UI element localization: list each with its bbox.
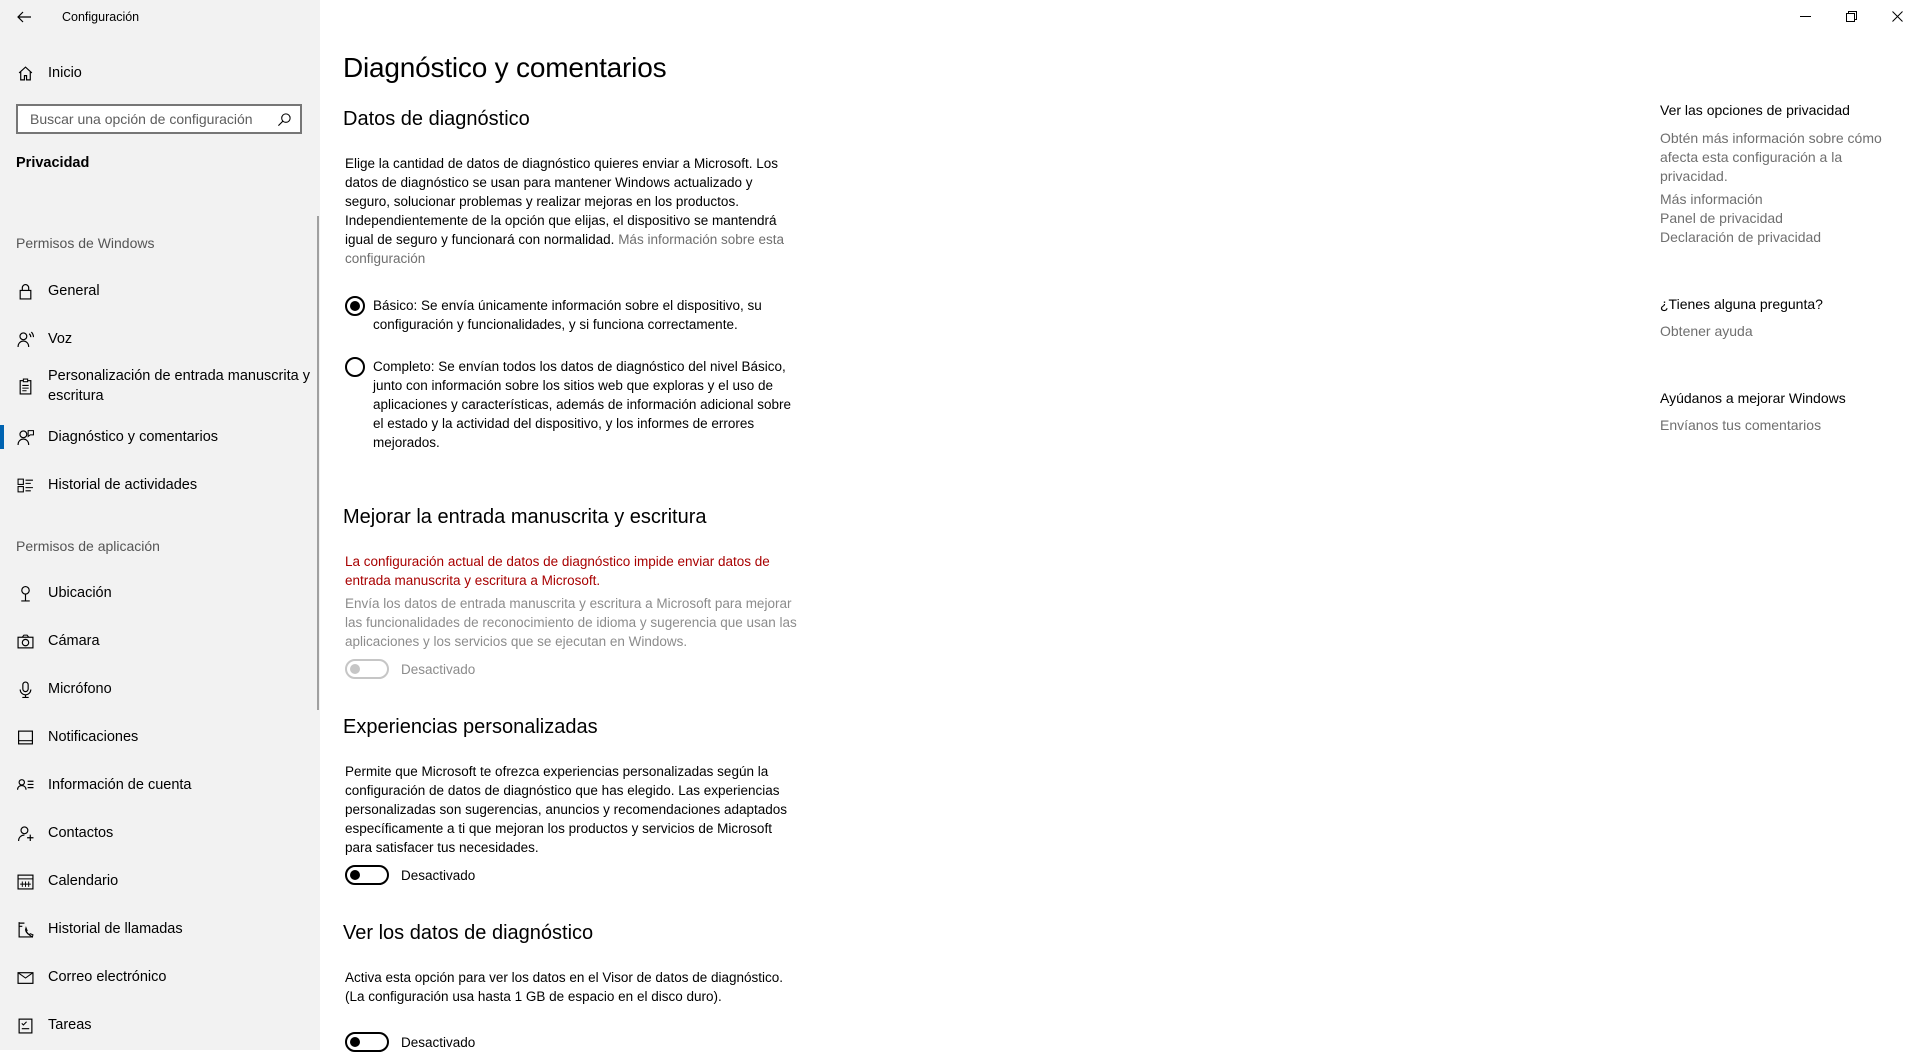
sidebar-item-label: Tareas — [48, 1017, 92, 1033]
get-help-link[interactable]: Obtener ayuda — [1660, 323, 1753, 339]
section-heading-viewer: Ver los datos de diagnóstico — [343, 922, 594, 944]
sidebar-item-label: Historial de actividades — [48, 477, 198, 493]
section-heading-diagnostic: Datos de diagnóstico — [343, 108, 530, 130]
close-icon — [1892, 11, 1903, 22]
sidebar-scrollbar[interactable] — [317, 216, 319, 710]
viewer-toggle[interactable] — [345, 1032, 389, 1052]
sidebar-item-historial-llamadas[interactable] — [0, 916, 318, 942]
location-icon — [0, 585, 48, 602]
email-icon — [0, 969, 48, 986]
diagnostic-description — [345, 154, 801, 268]
account-info-icon — [0, 777, 48, 794]
tasks-icon — [0, 1017, 48, 1034]
restore-button[interactable] — [1828, 0, 1874, 32]
nav-home-label: Inicio — [48, 65, 82, 81]
sidebar-item-label: Historial de llamadas — [48, 921, 183, 937]
sidebar-item-label: Correo electrónico — [48, 969, 167, 985]
send-feedback-link[interactable]: Envíanos tus comentarios — [1660, 417, 1822, 433]
close-button[interactable] — [1874, 0, 1920, 32]
radio-basic-label: Básico: Se envía únicamente información sobre el dispositivo, su configuración y funcionalidades, y si funciona correctamente. — [373, 298, 762, 332]
viewer-description: Activa esta opción para ver los datos en el Visor de datos de diagnóstico. (La configuración usa hasta 1 GB de espacio en el disco duro). — [345, 970, 784, 1004]
radio-basic[interactable] — [345, 296, 815, 334]
sidebar-item-correo[interactable] — [0, 964, 318, 990]
viewer-toggle-row — [345, 1032, 475, 1052]
group-label-apps: Permisos de aplicación — [16, 538, 160, 554]
inking-toggle-row — [345, 659, 475, 679]
sidebar-item-label: Calendario — [48, 873, 119, 889]
search-input[interactable] — [28, 110, 277, 128]
radio-basic-indicator[interactable] — [345, 296, 365, 316]
sidebar-item-voz[interactable] — [0, 326, 318, 352]
contacts-icon — [0, 825, 48, 842]
sidebar-item-label: Voz — [48, 331, 73, 347]
app-title: Configuración — [62, 10, 140, 24]
tailored-toggle[interactable] — [345, 865, 389, 885]
call-history-icon — [0, 921, 48, 938]
sidebar-item-label: Información de cuenta — [48, 777, 192, 793]
person-feedback-icon — [0, 429, 48, 446]
speech-icon — [0, 331, 48, 348]
calendar-icon — [0, 873, 48, 890]
restore-icon — [1846, 11, 1857, 22]
activity-history-icon — [0, 477, 48, 494]
clipboard-icon — [0, 378, 48, 395]
notifications-icon — [0, 729, 48, 746]
tailored-toggle-label: Desactivado — [401, 867, 476, 883]
privacy-dashboard-link[interactable]: Panel de privacidad — [1660, 210, 1783, 226]
inking-description: Envía los datos de entrada manuscrita y escritura a Microsoft para mejorar las funcionalidades de reconocimiento de idioma y sugerencia que usan las aplicaciones y los servicios que se ejecutan en Windows. — [345, 596, 797, 649]
sidebar-item-historial-actividades[interactable] — [0, 472, 318, 498]
sidebar-item-informacion-cuenta[interactable] — [0, 772, 318, 798]
sidebar-item-contactos[interactable] — [0, 820, 318, 846]
sidebar-item-microfono[interactable] — [0, 676, 318, 702]
viewer-toggle-label: Desactivado — [401, 1034, 476, 1050]
sidebar-item-notificaciones[interactable] — [0, 724, 318, 750]
minimize-icon — [1800, 11, 1811, 22]
sidebar-item-label: Diagnóstico y comentarios — [48, 429, 219, 445]
sidebar-item-label: Micrófono — [48, 681, 112, 697]
page-title: Diagnóstico y comentarios — [343, 52, 667, 83]
main-content — [343, 0, 1623, 1050]
search-icon — [277, 112, 292, 127]
toggle-knob — [350, 664, 360, 674]
search-box[interactable] — [16, 104, 302, 134]
more-info-link[interactable]: Más información sobre esta configuración — [345, 232, 785, 266]
sidebar-item-camara[interactable] — [0, 628, 318, 654]
privacy-options-heading: Ver las opciones de privacidad — [1660, 102, 1850, 118]
microphone-icon — [0, 681, 48, 698]
sidebar-item-label: General — [48, 283, 100, 299]
radio-full[interactable] — [345, 357, 815, 452]
sidebar-item-label: Personalización de entrada manuscrita y escritura — [48, 368, 310, 404]
tailored-description: Permite que Microsoft te ofrezca experiencias personalizadas según la configuración de datos de diagnóstico que has elegido. Las experiencias personalizadas son sugerencias, anuncios y recomendaciones adaptados específicamente a ti que mejoran los productos y servicios de Microsoft para satisfacer tus necesidades. — [345, 764, 788, 855]
sidebar-item-calendario[interactable] — [0, 868, 318, 894]
group-label-windows: Permisos de Windows — [16, 235, 155, 251]
camera-icon — [0, 633, 48, 650]
section-heading-tailored: Experiencias personalizadas — [343, 716, 598, 738]
privacy-options-text: Obtén más información sobre cómo afecta esta configuración a la privacidad. — [1660, 130, 1882, 184]
sidebar-item-label: Contactos — [48, 825, 114, 841]
more-info-related-link[interactable]: Más información — [1660, 191, 1763, 207]
minimize-button[interactable] — [1782, 0, 1828, 32]
section-title: Privacidad — [16, 155, 90, 171]
title-bar — [0, 0, 320, 34]
diagnostic-description-text: Elige la cantidad de datos de diagnóstico quieres enviar a Microsoft. Los datos de diagnóstico se usan para mantener Windows actualizado y seguro, solucionar problemas y realizar mejoras en los productos. Independientemente de la opción que elijas, el dispositivo se mantendrá igual de seguro y funcionará con normalidad. — [345, 156, 779, 247]
inking-warning: La configuración actual de datos de diagnóstico impide enviar datos de entrada manuscrita y escritura a Microsoft. — [345, 554, 770, 588]
privacy-statement-link[interactable]: Declaración de privacidad — [1660, 229, 1822, 245]
inking-toggle[interactable] — [345, 659, 389, 679]
back-arrow-icon — [16, 9, 32, 25]
question-heading: ¿Tienes alguna pregunta? — [1660, 296, 1823, 312]
nav-home[interactable] — [0, 56, 320, 90]
sidebar-item-general[interactable] — [0, 278, 318, 304]
radio-full-indicator[interactable] — [345, 357, 365, 377]
lock-icon — [0, 283, 48, 300]
back-button[interactable] — [0, 0, 48, 34]
radio-selected-dot — [350, 301, 360, 311]
sidebar-item-tareas[interactable] — [0, 1012, 318, 1038]
sidebar-item-label: Notificaciones — [48, 729, 139, 745]
sidebar-item-inking[interactable] — [0, 365, 318, 407]
related-panel — [1660, 0, 1900, 1050]
radio-full-label: Completo: Se envían todos los datos de diagnóstico del nivel Básico, junto con información sobre los sitios web que exploras y el uso de aplicaciones y características, además de información adicional sobre el estado y la actividad del dispositivo, y los informes de errores mejorados. — [373, 359, 791, 450]
home-icon — [0, 65, 48, 82]
sidebar-item-label: Ubicación — [48, 585, 112, 601]
sidebar-item-diagnostico[interactable] — [0, 424, 318, 450]
improve-windows-heading: Ayúdanos a mejorar Windows — [1660, 390, 1846, 406]
inking-toggle-label: Desactivado — [401, 661, 476, 677]
sidebar-item-ubicacion[interactable] — [0, 580, 318, 606]
sidebar-item-label: Cámara — [48, 633, 100, 649]
toggle-knob — [350, 1037, 360, 1047]
section-heading-inking: Mejorar la entrada manuscrita y escritura — [343, 506, 707, 528]
tailored-toggle-row — [345, 865, 475, 885]
toggle-knob — [350, 870, 360, 880]
sidebar — [0, 0, 320, 1050]
